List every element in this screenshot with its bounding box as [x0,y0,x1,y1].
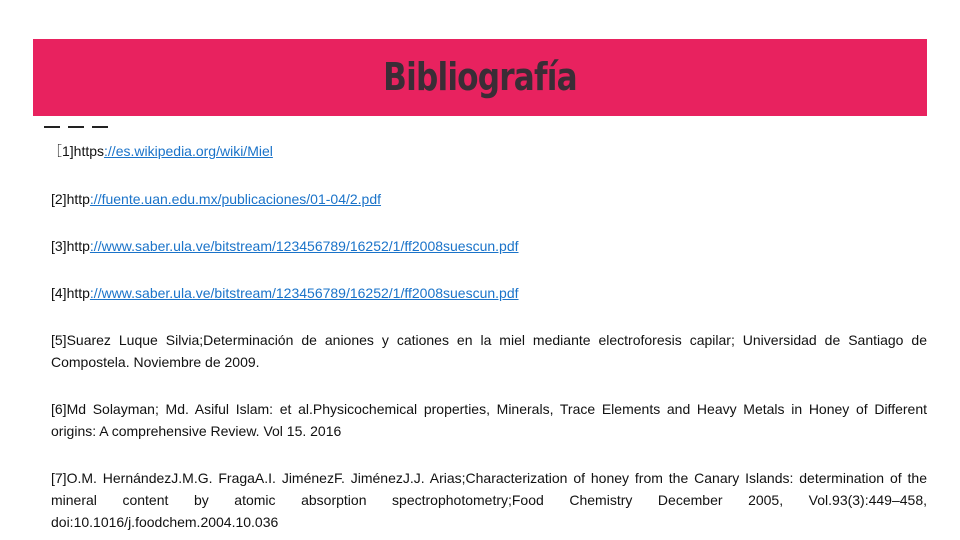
reference-item-1 [48,140,927,162]
reference-item-3 [51,235,927,257]
dash [44,126,60,128]
title-banner [33,39,927,116]
reference-link[interactable]: ://fuente.uan.edu.mx/publicaciones/01-04/2.pdf [89,191,382,207]
reference-list [48,140,927,533]
reference-item-5: [5]Suarez Luque Silvia;Determinación de aniones y cationes en la miel mediante electroforesis capilar; Universidad de Santiago de Compostela. Noviembre de 2009. [51,332,927,370]
reference-item-4 [51,282,927,304]
reference-item-7: [7]O.M. HernándezJ.M.G. FragaA.I. JiménezF. JiménezJ.J. Arias;Characterization of honey from the Canary Islands: determination of the mineral content by atomic absorption spectrophotometry;Food Chemistry December 2005, Vol.93(3):449–458, doi:10.1016/j.foodchem.2004.10.036 [51,470,927,530]
dash-divider [44,126,108,128]
reference-prefix: ［1]https [48,143,105,159]
dash [68,126,84,128]
dash [92,126,108,128]
reference-item-6: [6]Md Solayman; Md. Asiful Islam: et al.Physicochemical properties, Minerals, Trace Elements and Heavy Metals in Honey of Different origins: A comprehensive Review. Vol 15. 2016 [51,401,927,439]
reference-item-2 [51,188,927,210]
reference-link[interactable]: ://es.wikipedia.org/wiki/Miel [104,143,273,159]
reference-prefix: [3]http [51,238,90,254]
slide-title: Bibliografía [383,55,577,99]
reference-prefix: [2]http [51,191,90,207]
reference-prefix: [4]http [51,285,90,301]
reference-link[interactable]: ://www.saber.ula.ve/bitstream/123456789/16252/1/ff2008suescun.pdf [89,285,519,301]
reference-link[interactable]: ://www.saber.ula.ve/bitstream/123456789/16252/1/ff2008suescun.pdf [89,238,519,254]
